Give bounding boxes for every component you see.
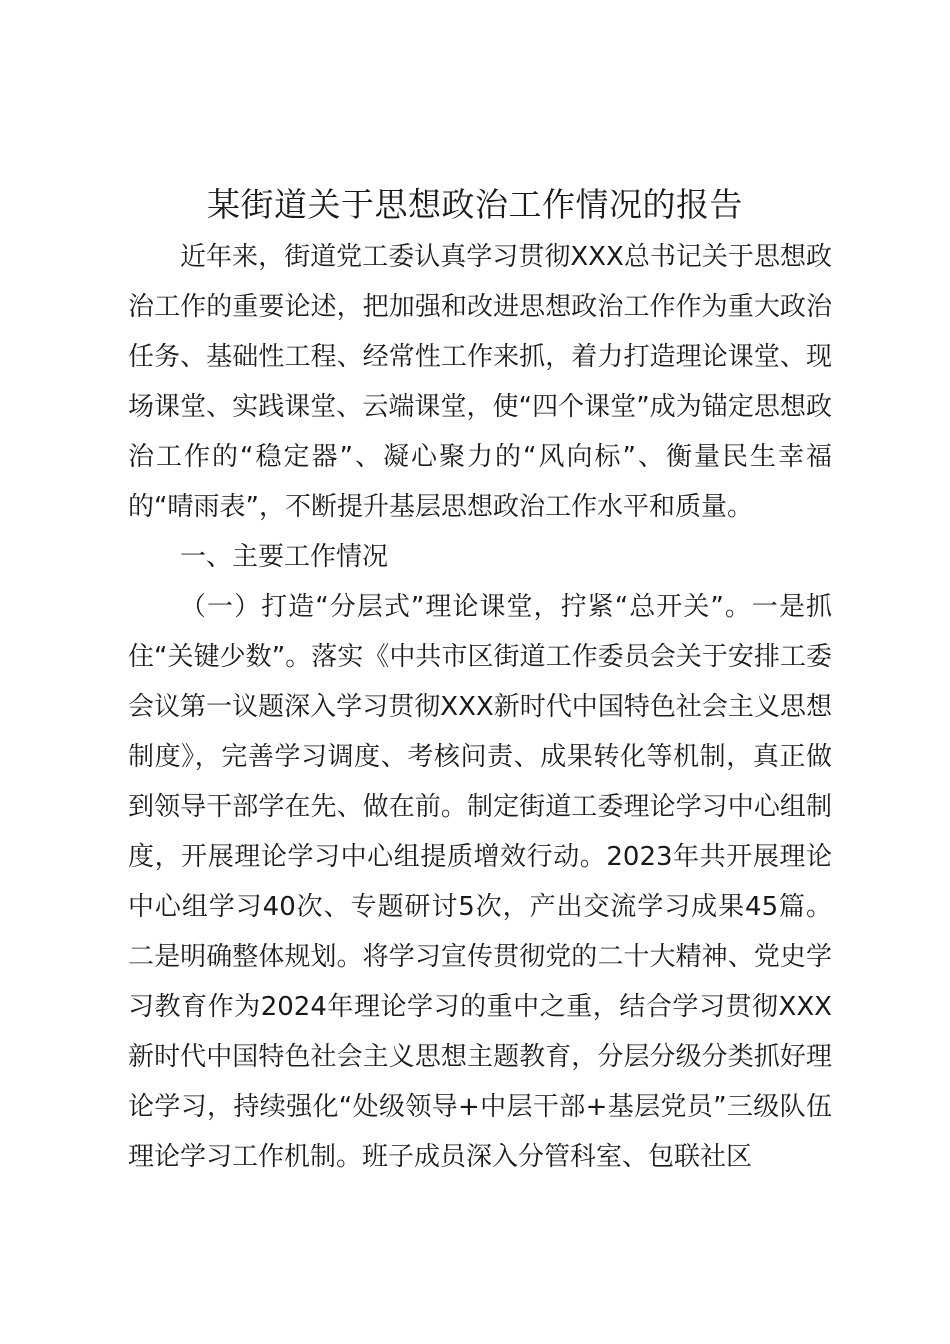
document-body xyxy=(128,232,832,1182)
document-title: 某街道关于思想政治工作情况的报告 xyxy=(207,185,743,224)
section-heading: 一、主要工作情况 xyxy=(180,542,389,572)
body-paragraph: （一）打造“分层式”理论课堂，拧紧“总开关”。一是抓住“关键少数”。落实《中共市区街道工作委员会关于安排工委会议第一议题深入学习贯彻XXX新时代中国特色社会主义思想制度》，完善学习调度、考核问责、成果转化等机制，真正做到领导干部学在先、做在前。制定街道工委理论学习中心组制度，开展理论学习中心组提质增效行动。2023年共开展理论中心组学习40次、专题研讨5次，产出交流学习成果45篇。二是明确整体规划。将学习宣传贯彻党的二十大精神、党史学习教育作为2024年理论学习的重中之重，结合学习贯彻XXX新时代中国特色社会主义思想主题教育，分层分级分类抓好理论学习，持续强化“处级领导+中层干部+基层党员”三级队伍理论学习工作机制。班子成员深入分管科室、包联社区 xyxy=(128,592,832,1172)
intro-paragraph: 近年来，街道党工委认真学习贯彻XXX总书记关于思想政治工作的重要论述，把加强和改进思想政治工作作为重大政治任务、基础性工程、经常性工作来抓，着力打造理论课堂、现场课堂、实践课堂、云端课堂，使“四个课堂”成为锚定思想政治工作的“稳定器”、凝心聚力的“风向标”、衡量民生幸福的“晴雨表”，不断提升基层思想政治工作水平和质量。 xyxy=(128,242,832,522)
